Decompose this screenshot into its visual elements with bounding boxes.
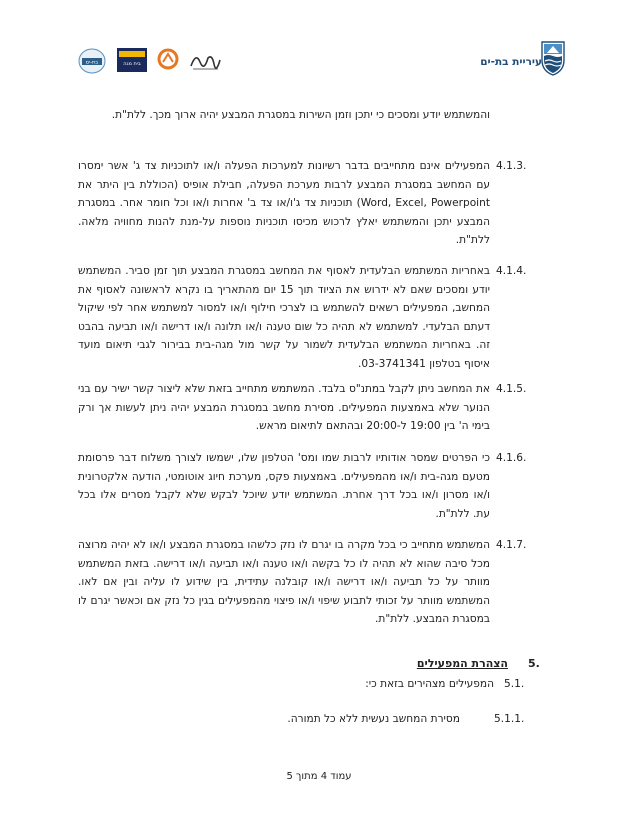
clause-number: 5.1.: [504, 678, 525, 690]
page-header: [0, 36, 638, 80]
page-footer: עמוד 4 מתוך 5: [286, 771, 352, 782]
clause-text: באחריות המשתמש הבלעדית לאסוף את המחשב במסגרת המבצע תוך זמן סביר. המשתמש יודע ומסכים שאם לא ידרוש את הציוד תוך 15 יום מהתאריך בו נקרא לראשונה לאסוף את המחשב, המפעילים רשאים להשתמש בו לצרכי חילוף ו/או למסור למשתמש אחר לפי שיקול דעתם הבלעדי. למשתמש לא תהיה כל שום טענה ו/או תלונה ו/או דרישה ו/או תביעה בהבט זה. באחריות המשתמש הבלעדית לשמור על קשר מול מגה-בית בבירור לגבי תיאום מועד איסוף בטלפון 03-3741341.: [78, 265, 490, 370]
paragraph-continuation: והמשתמש יודע ומסכים כי יתכן וזמן השירות במסגרת המבצע יהיה ארוך מכך. ללת"ת.: [111, 109, 490, 121]
clause-text: מסירת המחשב נעשית ללא כל תמורה.: [287, 713, 460, 725]
clause-text: את המחשב ניתן לקבל במתנ"ס בלבד. המשתמש מתחייב בזאת שלא ליצור קשר ישיר עם בני הנוער שלא באמצעות המפעילים. מסירת מחשב במסגרת המבצע יהיה ניתן לעשות אך ורק בימי ה' בין 19:00 ל-20:00 ובהתאם לתיאום מראש.: [78, 383, 490, 433]
clause-number: 4.1.6.: [496, 452, 527, 464]
clause-number: 4.1.4.: [496, 265, 527, 277]
mega-bait-logo-icon: [117, 48, 147, 72]
clause-number: 4.1.5.: [496, 383, 527, 395]
clause-number: 4.1.7.: [496, 539, 527, 551]
bat-yam-emblem-icon: [540, 38, 566, 76]
clause-text: המפעילים מצהירים בזאת כי:: [365, 678, 494, 690]
clause-number: 4.1.3.: [496, 160, 527, 172]
logo-text: בת-ים: [85, 59, 99, 66]
bat-yam-logo-icon: [78, 48, 106, 74]
orange-logo-icon: [157, 48, 179, 70]
clause-number: 5.1.1.: [494, 713, 525, 725]
script-logo-icon: [188, 48, 222, 72]
clause-text: כי הפרטים שמסר אודותיו לרבות שמו ומס' הטלפון שלו, ישמשו לצורך משלוח דבר פרסומת מטעם מגה-בית ו/או מהמפעילים. באמצעות פקס, מערכת חיוג אוטומטי, הודעה אלקטרונית ו/או מסרון ו/או בכל דרך אחרת. המשתמש יודע שיוכל לבקש שלא לקבל מסרים אלו בכל עת. ללת"ת.: [78, 452, 490, 520]
clause-text: המפעילים אינם מתחייבים בדבר רשיונות למערכות הפעלה ו/או לתוכניות צד ג' אשר ימסרו עם המחשב במסגרת המבצע לרבות מערכת הפעלה, חבילת אופיס (הכוללת בין היתר את Word, Excel, Powerpoint) תוכניות צד ג'ו/או צד ב' אחרות ו/או וכל חומר אחר. במסגרת המבצע יתכן והמשתמש יאלץ לרכוש מכיסו תוכניות נוספות על-מנת להנות מחוויה מלאה. ללת"ת.: [78, 160, 490, 247]
clause-text: המשתמש מתחייב כי בכל מקרה בו יגרם לו נזק כלשהו במסגרת המבצע ו/או לא יהיה מרוצה מכל סיבה שהוא לא תהיה לו כל בקשה ו/או טענה ו/או תביעה ו/או דרישה. בזאת המשתמש מוותר על כל תביעה ו/או דרישה ו/או קובלנה עתידית, בין שידוע לו עליה ובין אם לאו. המשתמש מוותר על זכותי לתבוע שיפוי ו/או פיצוי מהמפעילים בגין כל נזק אם וכאשר יגרם לו במסגרת המבצע. ללת"ת.: [78, 539, 490, 626]
section-title: הצהרת המפעילים: [416, 657, 508, 670]
section-number: 5.: [528, 657, 540, 670]
org-name: עיריית בת-ים: [480, 56, 542, 68]
logo-text: בית מגה: [123, 61, 141, 67]
